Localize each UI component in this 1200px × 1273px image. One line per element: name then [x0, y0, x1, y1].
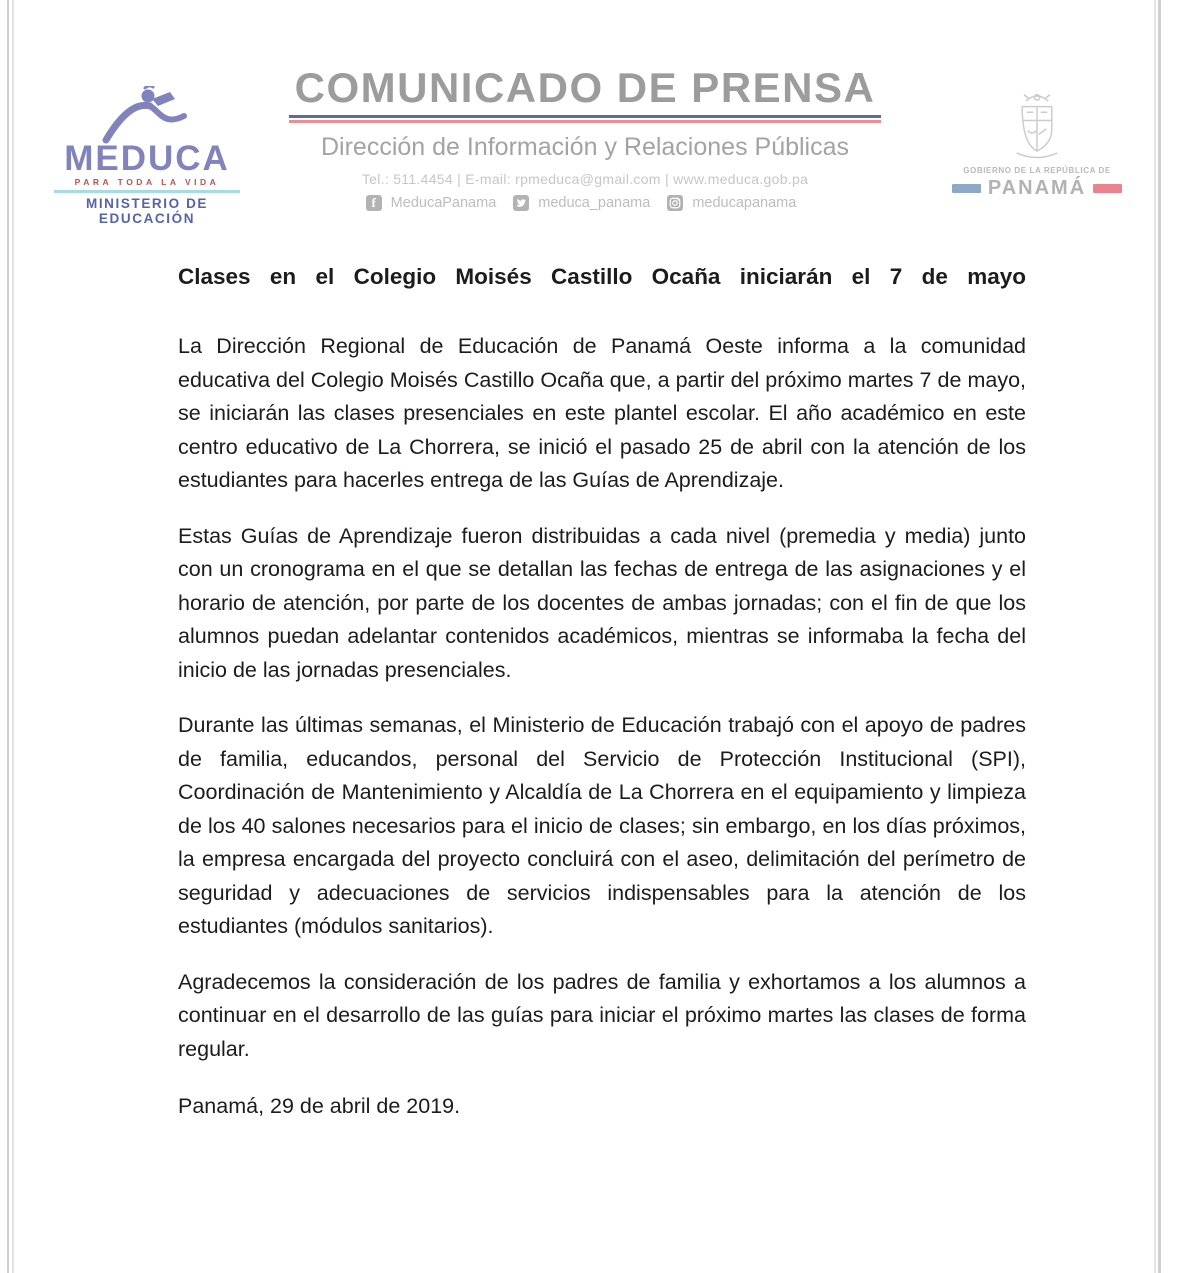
- instagram-handle: meducapanama: [692, 195, 797, 211]
- paragraph: Durante las últimas semanas, el Ministerio de Educación trabajó con el apoyo de padres de familia, educandos, personal del Servicio de Protección Institucional (SPI), Coordinación de Mantenimiento y Alcaldía de La Chorrera en el equipamiento y limpieza de los 40 salones necesarios para el inicio de clases; sin embargo, en los días próximos, la empresa encargada del proyecto concluirá con el aseo, delimitación del perímetro de seguridad y adecuaciones de servicios indispensables para la atención de los estudiantes (módulos sanitarios).: [178, 713, 1026, 938]
- flag-bar-blue: [952, 184, 981, 193]
- panama-coat-of-arms-icon: [952, 90, 1122, 164]
- page-edge-line: [1158, 0, 1161, 1273]
- header-divider: [289, 115, 881, 123]
- social-row: [285, 195, 885, 211]
- panama-wordmark: PANAMÁ: [987, 177, 1087, 199]
- page-edge-line: [7, 0, 9, 1273]
- page-edge-line: [1154, 0, 1156, 1273]
- press-header: [285, 66, 885, 211]
- meduca-tagline: PARA TODA LA VIDA: [74, 177, 220, 187]
- facebook-handle: MeducaPanama: [390, 195, 497, 211]
- meduca-logo: [52, 86, 242, 226]
- paragraph: Agradecemos la consideración de los padres de familia y exhortamos a los alumnos a continuar en el desarrollo de las guías para iniciar el próximo martes las clases de forma regular.: [178, 969, 1026, 1061]
- meduca-wordmark: MEDUCA: [64, 139, 230, 178]
- contact-line: Tel.: 511.4454 | E-mail: rpmeduca@gmail.com | www.meduca.gob.pa: [361, 171, 809, 187]
- panama-government-logo: [952, 90, 1122, 200]
- government-wordmark: [952, 177, 1122, 200]
- instagram-icon: [667, 195, 683, 211]
- meduca-figure-icon: [52, 86, 242, 144]
- twitter-icon: [513, 195, 529, 211]
- page-edge-line: [12, 0, 14, 1273]
- document-body: [178, 262, 1026, 1124]
- twitter-handle: meduca_panama: [538, 195, 651, 211]
- header-divider-red: [289, 120, 881, 123]
- department-name: Dirección de Información y Relaciones Públicas: [320, 133, 850, 161]
- dateline: Panamá, 29 de abril de 2019.: [178, 1094, 461, 1118]
- paragraph: Estas Guías de Aprendizaje fueron distribuidas a cada nivel (premedia y media) junto con un cronograma en el que se detallan las fechas de entrega de las asignaciones y el horario de atención, por parte de los docentes de ambas jornadas; con el fin de que los alumnos puedan adelantar contenidos académicos, mientras se informaba la fecha del inicio de las jornadas presenciales.: [178, 523, 1026, 682]
- facebook-icon: f: [366, 195, 382, 211]
- document-title: Clases en el Colegio Moisés Castillo Ocaña iniciarán el 7 de mayo: [178, 264, 1026, 289]
- flag-bar-red: [1093, 184, 1122, 193]
- press-release-title: COMUNICADO DE PRENSA: [294, 64, 876, 111]
- ministry-name: MINISTERIO DE EDUCACIÓN: [85, 196, 209, 226]
- paragraph: La Dirección Regional de Educación de Panamá Oeste informa a la comunidad educativa del Colegio Moisés Castillo Ocaña que, a partir del próximo martes 7 de mayo, se iniciarán las clases presenciales en este plantel escolar. El año académico en este centro educativo de La Chorrera, se inició el pasado 25 de abril con la atención de los estudiantes para hacerles entrega de las Guías de Aprendizaje.: [178, 334, 1026, 492]
- government-caption: GOBIERNO DE LA REPÚBLICA DE: [963, 166, 1111, 175]
- meduca-divider: [54, 190, 240, 193]
- header-divider-blue: [289, 115, 881, 118]
